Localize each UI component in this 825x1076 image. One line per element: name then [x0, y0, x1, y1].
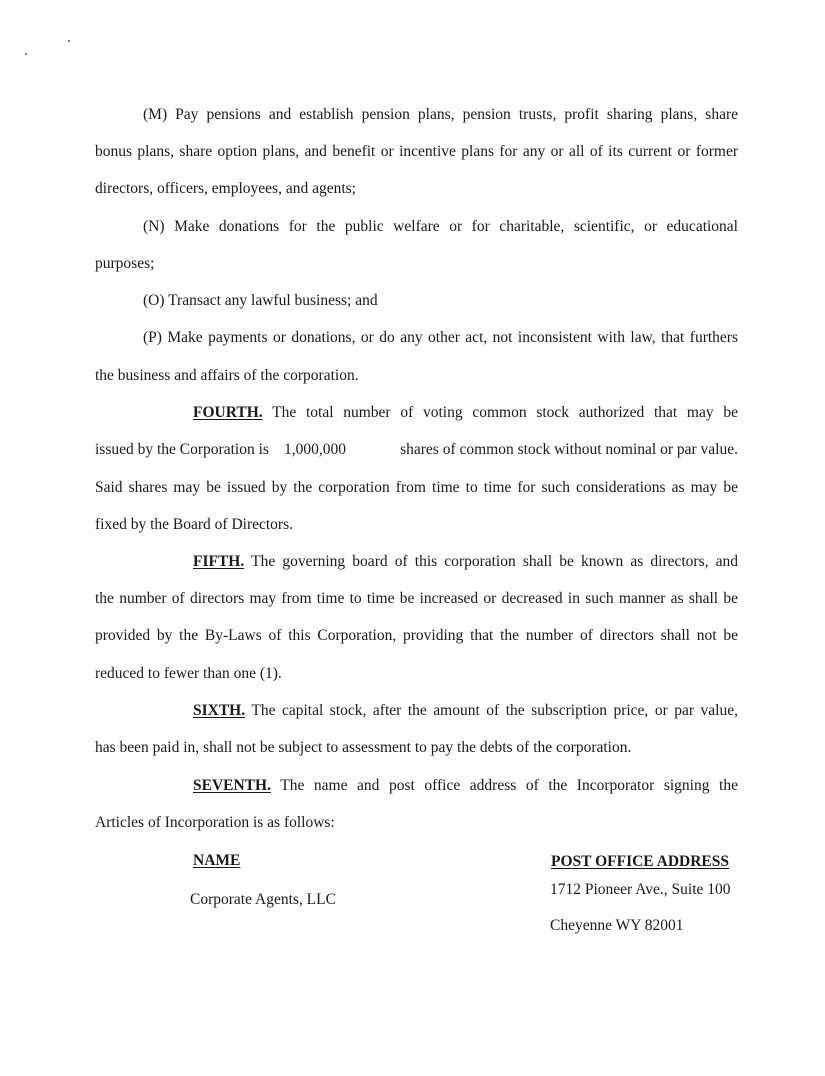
name-column-header: NAME: [193, 852, 241, 869]
paragraph-o-line-1: (O) Transact any lawful business; and: [143, 292, 378, 309]
article-sixth-line-1: [193, 701, 738, 721]
article-sixth-line-2: has been paid in, shall not be subject to assessment to pay the debts of the corporation.: [95, 739, 632, 756]
scan-speck: [25, 53, 27, 55]
article-sixth-heading: SIXTH.: [193, 702, 246, 719]
address-column-header: POST OFFICE ADDRESS: [551, 853, 730, 870]
paragraph-m-line-3: directors, officers, employees, and agents;: [95, 180, 356, 197]
incorporator-name: Corporate Agents, LLC: [190, 891, 336, 908]
article-fifth-line-4: reduced to fewer than one (1).: [95, 665, 282, 682]
incorporator-address-line-2: Cheyenne WY 82001: [550, 917, 684, 934]
article-fourth-line-2a: issued by the Corporation is: [95, 441, 269, 458]
article-fourth-line-3: Said shares may be issued by the corporation from time to time for such considerations as may be: [95, 479, 738, 496]
article-fifth-line-1: [193, 552, 738, 572]
paragraph-m-line-1: (M) Pay pensions and establish pension plans, pension trusts, profit sharing plans, share: [143, 106, 738, 123]
article-fourth-heading: FOURTH.: [193, 404, 263, 421]
article-seventh-heading: SEVENTH.: [193, 777, 271, 794]
article-fourth-line-1-text: The total number of voting common stock authorized that may be: [272, 404, 738, 421]
scan-speck: [68, 40, 70, 42]
article-seventh-line-1-text: The name and post office address of the Incorporator signing the: [280, 777, 738, 794]
paragraph-p-line-1: (P) Make payments or donations, or do any other act, not inconsistent with law, that furthers: [143, 329, 738, 346]
incorporator-address-line-1: 1712 Pioneer Ave., Suite 100: [550, 881, 731, 898]
article-seventh-line-1: [193, 776, 738, 796]
article-fourth-line-4: fixed by the Board of Directors.: [95, 516, 293, 533]
paragraph-n-line-1: (N) Make donations for the public welfare or for charitable, scientific, or educational: [143, 218, 738, 235]
article-sixth-line-1-text: The capital stock, after the amount of the subscription price, or par value,: [251, 702, 738, 719]
article-fifth-line-3: provided by the By-Laws of this Corporation, providing that the number of directors shall not be: [95, 627, 738, 644]
article-fifth-line-2: the number of directors may from time to time be increased or decreased in such manner as shall be: [95, 590, 738, 607]
paragraph-p-line-2: the business and affairs of the corporation.: [95, 367, 359, 384]
article-fifth-heading: FIFTH.: [193, 553, 245, 570]
article-seventh-line-2: Articles of Incorporation is as follows:: [95, 814, 335, 831]
authorized-shares-value: 1,000,000: [284, 441, 346, 458]
article-fourth-line-2b: shares of common stock without nominal or par value.: [400, 441, 738, 458]
article-fifth-line-1-text: The governing board of this corporation shall be known as directors, and: [251, 553, 738, 570]
article-fourth-line-1: [193, 403, 738, 423]
paragraph-n-line-2: purposes;: [95, 255, 155, 272]
paragraph-m-line-2: bonus plans, share option plans, and benefit or incentive plans for any or all of its current or former: [95, 143, 738, 160]
